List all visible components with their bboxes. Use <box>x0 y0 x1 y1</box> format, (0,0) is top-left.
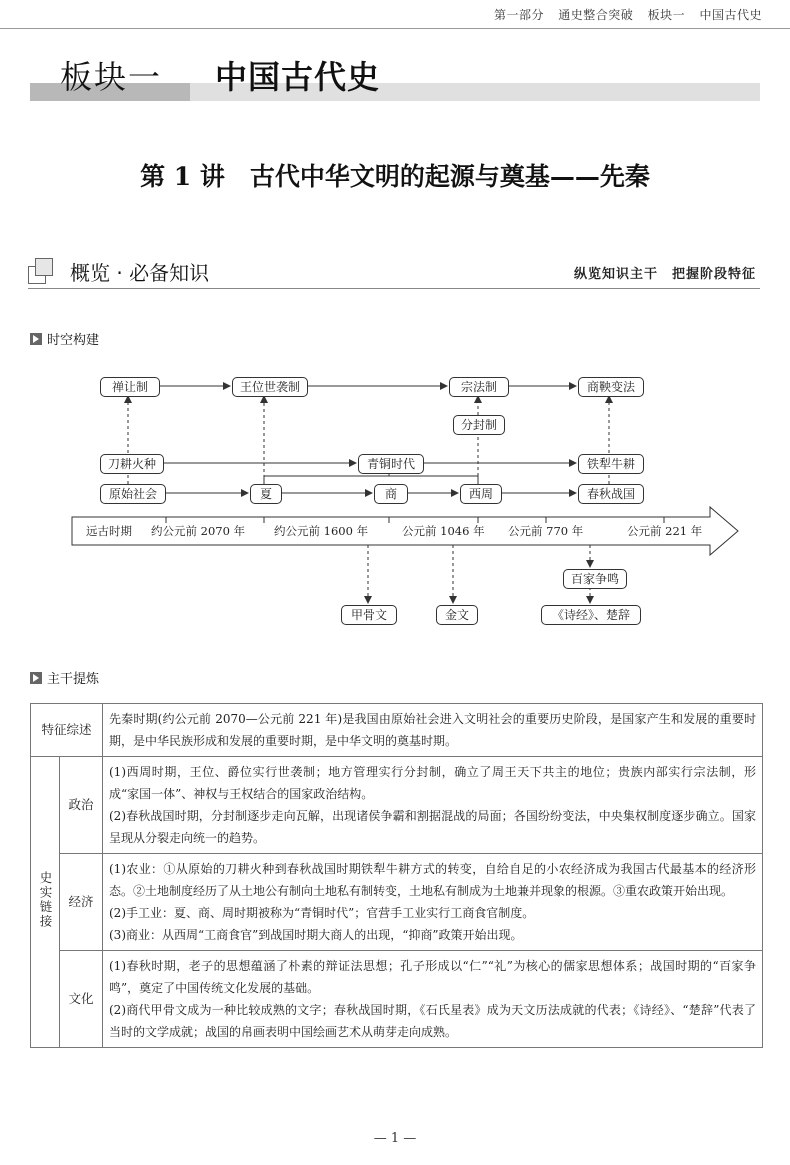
running-head-unit: 通史整合突破 <box>558 8 634 22</box>
box-daogeng-huozhong: 刀耕火种 <box>100 454 164 474</box>
table-row <box>31 704 763 757</box>
box-yuanshi-shehui: 原始社会 <box>100 484 166 504</box>
lecture-title: 第 1 讲 古代中华文明的起源与奠基——先秦 <box>140 162 650 191</box>
subheading-spacetime <box>30 329 99 348</box>
box-shang: 商 <box>374 484 408 504</box>
table-row <box>31 951 763 1048</box>
running-head-block: 板块一 <box>647 8 686 22</box>
box-jiaguwen: 甲骨文 <box>341 605 397 625</box>
timeline-label: 约公元前 2070 年 <box>151 524 246 538</box>
box-tieli-niugeng: 铁犁牛耕 <box>578 454 644 474</box>
row-label-politics: 政治 <box>60 757 103 854</box>
row-text-politics <box>103 757 763 854</box>
section-rule <box>28 288 760 289</box>
box-xizhou: 西周 <box>460 484 502 504</box>
chapter-number: 板块一 <box>60 58 163 96</box>
timeline-label: 公元前 221 年 <box>627 524 703 538</box>
box-wangwei-shixi: 王位世袭制 <box>232 377 308 397</box>
subheading-spacetime-label: 时空构建 <box>47 333 100 348</box>
row-text-culture <box>103 951 763 1048</box>
paragraph: (1)西周时期，王位、爵位实行世袭制；地方管理实行分封制，确立了周王天下共主的地位；贵族内部实行宗法制，形成“家国一体”、神权与王权结合的国家政治结构。 <box>109 765 756 801</box>
box-fenfeng: 分封制 <box>453 415 505 435</box>
paragraph: (3)商业：从西周“工商食官”到战国时期大商人的出现，“抑商”政策开始出现。 <box>109 928 523 942</box>
overview-paragraph: 先秦时期(约公元前 2070—公元前 221 年)是我国由原始社会进入文明社会的重要历史阶段，是国家产生和发展的重要时期，是中华民族形成和发展的重要时期，是中华文明的奠基时期。 <box>109 712 756 748</box>
link-label <box>31 757 60 1048</box>
paragraph: (2)春秋战国时期，分封制逐步走向瓦解，出现诸侯争霸和割据混战的局面；各国纷纷变法，中央集权制度逐步确立。国家呈现从分裂走向统一的趋势。 <box>109 809 756 845</box>
box-zongfa: 宗法制 <box>449 377 509 397</box>
running-head-part: 第一部分 <box>493 8 544 22</box>
subheading-main <box>30 668 99 687</box>
table-row <box>31 854 763 951</box>
paragraph: (2)商代甲骨文成为一种比较成熟的文字；春秋战国时期，《石氏星表》成为天文历法成就的代表；《诗经》、“楚辞”代表了当时的文学成就；战国的帛画表明中国绘画艺术从萌芽走向成熟。 <box>109 1003 756 1039</box>
header-rule <box>0 28 790 29</box>
paragraph: (2)手工业：夏、商、周时期被称为“青铜时代”；官营手工业实行工商食官制度。 <box>109 906 535 920</box>
overview-label: 特征综述 <box>31 704 103 757</box>
page-number: — 1 — <box>373 1131 417 1146</box>
timeline-label: 公元前 1046 年 <box>402 524 485 538</box>
play-triangle-icon <box>30 672 42 684</box>
summary-table <box>30 703 763 1048</box>
box-shangyang-bianfa: 商鞅变法 <box>578 377 644 397</box>
timeline-diagram <box>0 360 790 640</box>
box-chunqiu-zhanguo: 春秋战国 <box>578 484 644 504</box>
timeline-label: 公元前 770 年 <box>508 524 584 538</box>
play-triangle-icon <box>30 333 42 345</box>
section-title: 概览 · 必备知识 <box>70 261 210 285</box>
box-baijia-zhengming: 百家争鸣 <box>563 569 627 589</box>
row-label-economy: 经济 <box>60 854 103 951</box>
link-label-text: 史实链接 <box>38 871 53 929</box>
section-slogan: 纵览知识主干 把握阶段特征 <box>573 267 756 282</box>
running-head-topic: 中国古代史 <box>699 8 762 22</box>
box-jinwen: 金文 <box>436 605 478 625</box>
table-row <box>31 757 763 854</box>
running-head <box>484 6 762 23</box>
section-squares-icon <box>28 258 62 284</box>
chapter-title: 中国古代史 <box>215 58 381 96</box>
box-shanrang: 禅让制 <box>100 377 160 397</box>
overview-text <box>103 704 763 757</box>
box-qingtong-shidai: 青铜时代 <box>358 454 424 474</box>
timeline-label: 约公元前 1600 年 <box>274 524 369 538</box>
row-label-culture: 文化 <box>60 951 103 1048</box>
box-xia: 夏 <box>250 484 282 504</box>
paragraph: (1)春秋时期，老子的思想蕴涵了朴素的辩证法思想；孔子形成以“仁”“礼”为核心的儒家思想体系；战国时期的“百家争鸣”，奠定了中国传统文化发展的基础。 <box>109 959 756 995</box>
paragraph: (1)农业：①从原始的刀耕火种到春秋战国时期铁犁牛耕方式的转变，自给自足的小农经济成为我国古代最基本的经济形态。②土地制度经历了从土地公有制向土地私有制转变，土地私有制成为土地兼并现象的根源。③重农政策开始出现。 <box>109 862 756 898</box>
box-shijing-chuci: 《诗经》、楚辞 <box>541 605 641 625</box>
subheading-main-label: 主干提炼 <box>47 672 100 687</box>
row-text-economy <box>103 854 763 951</box>
timeline-label: 远古时期 <box>86 524 132 538</box>
